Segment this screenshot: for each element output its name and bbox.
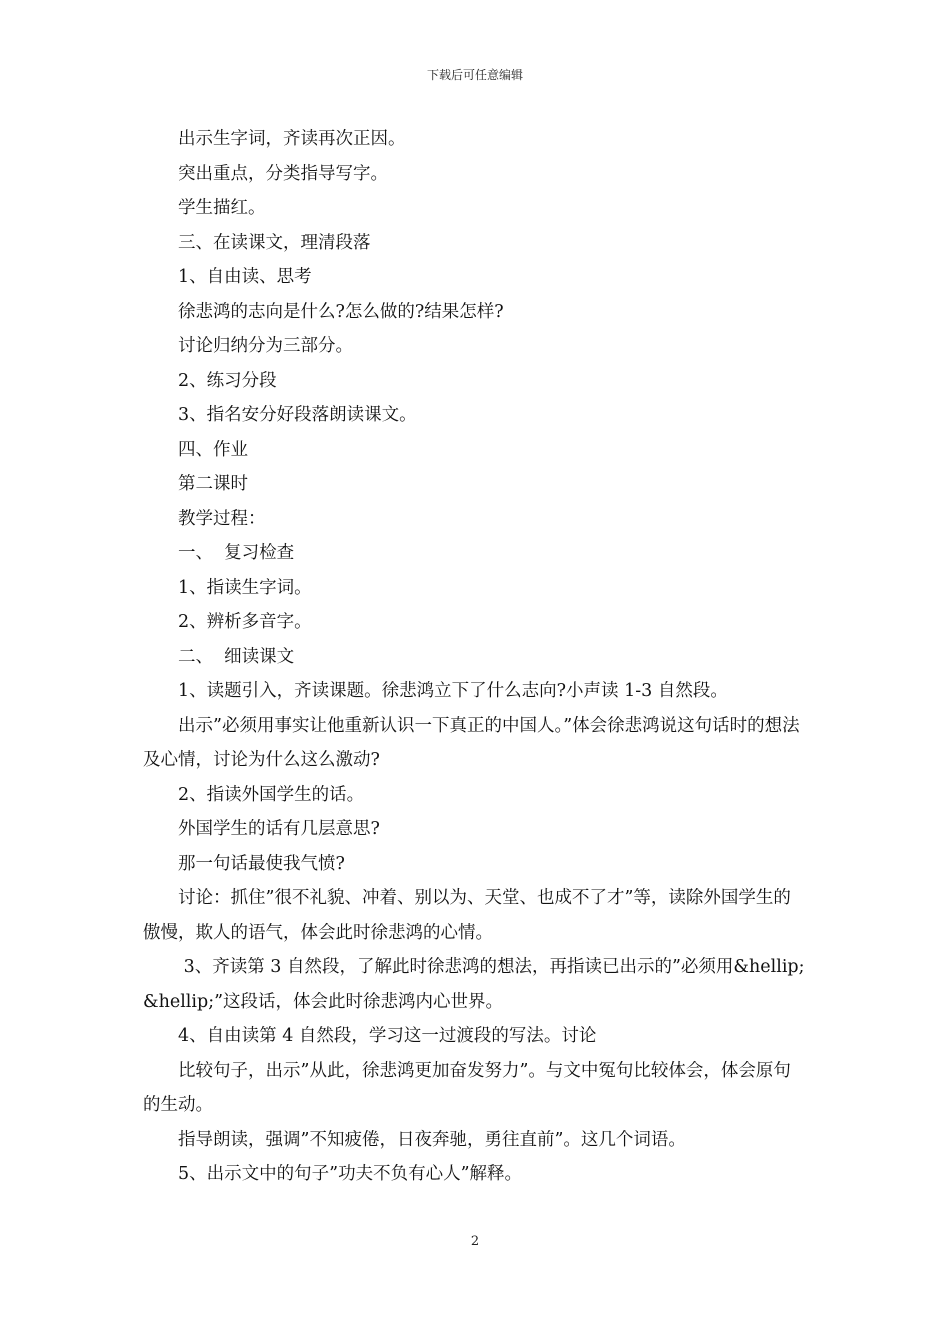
paragraph: 那一句话最使我气愤? xyxy=(178,853,345,874)
paragraph: 2、指读外国学生的话。 xyxy=(178,784,365,805)
paragraph: 1、指读生字词。 xyxy=(178,577,312,598)
paragraph: 1、读题引入，齐读课题。徐悲鸿立下了什么志向?小声读 1-3 自然段。 xyxy=(178,681,728,701)
lesson-heading: 第二课时 xyxy=(178,474,248,494)
paragraph: 突出重点，分类指导写字。 xyxy=(178,163,388,184)
paragraph: 2、练习分段 xyxy=(178,370,277,391)
paragraph: 讨论归纳分为三部分。 xyxy=(178,336,353,356)
paragraph: 讨论：抓住”很不礼貌、冲着、别以为、天堂、也成不了才”等，读除外国学生的傲慢，欺人的语气，体会此时徐悲鸿的心情。 xyxy=(143,888,791,943)
paragraph: 徐悲鸿的志向是什么?怎么做的?结果怎样? xyxy=(178,301,504,322)
paragraph: 2、辨析多音字。 xyxy=(178,612,312,632)
paragraph: 5、出示文中的句子”功夫不负有心人”解释。 xyxy=(178,1164,523,1184)
paragraph: 外国学生的话有几层意思? xyxy=(178,819,380,839)
paragraph: 比较句子，出示”从此，徐悲鸿更加奋发努力”。与文中冤句比较体会，体会原句的生动。 xyxy=(143,1060,791,1115)
paragraph: 1、自由读、思考 xyxy=(178,267,312,287)
paragraph: 3、齐读第 3 自然段，了解此时徐悲鸿的想法，再指读已出示的”必须用&hellip;&hellip;”这段话，体会此时徐悲鸿内心世界。 xyxy=(143,957,805,1012)
document-body xyxy=(143,122,808,1192)
paragraph: 3、指名安分好段落朗读课文。 xyxy=(178,405,417,425)
section-heading: 四、作业 xyxy=(178,439,248,460)
paragraph: 出示生字词，齐读再次正因。 xyxy=(178,129,406,149)
section-heading: 三、在读课文，理清段落 xyxy=(178,232,371,253)
page-header: 下载后可任意编辑 xyxy=(426,68,523,82)
paragraph: 教学过程： xyxy=(178,508,266,529)
section-heading: 一、 复习检查 xyxy=(178,543,295,563)
page-number: 2 xyxy=(470,1234,480,1249)
section-heading: 二、 细读课文 xyxy=(178,646,295,667)
paragraph: 指导朗读，强调”不知疲倦，日夜奔驰，勇往直前”。这几个词语。 xyxy=(178,1129,686,1150)
paragraph: 学生描红。 xyxy=(178,198,266,218)
paragraph: 出示”必须用事实让他重新认识一下真正的中国人。”体会徐悲鸿说这句话时的想法及心情，讨论为什么这么激动? xyxy=(143,715,800,770)
paragraph: 4、自由读第 4 自然段，学习这一过渡段的写法。讨论 xyxy=(178,1026,597,1046)
